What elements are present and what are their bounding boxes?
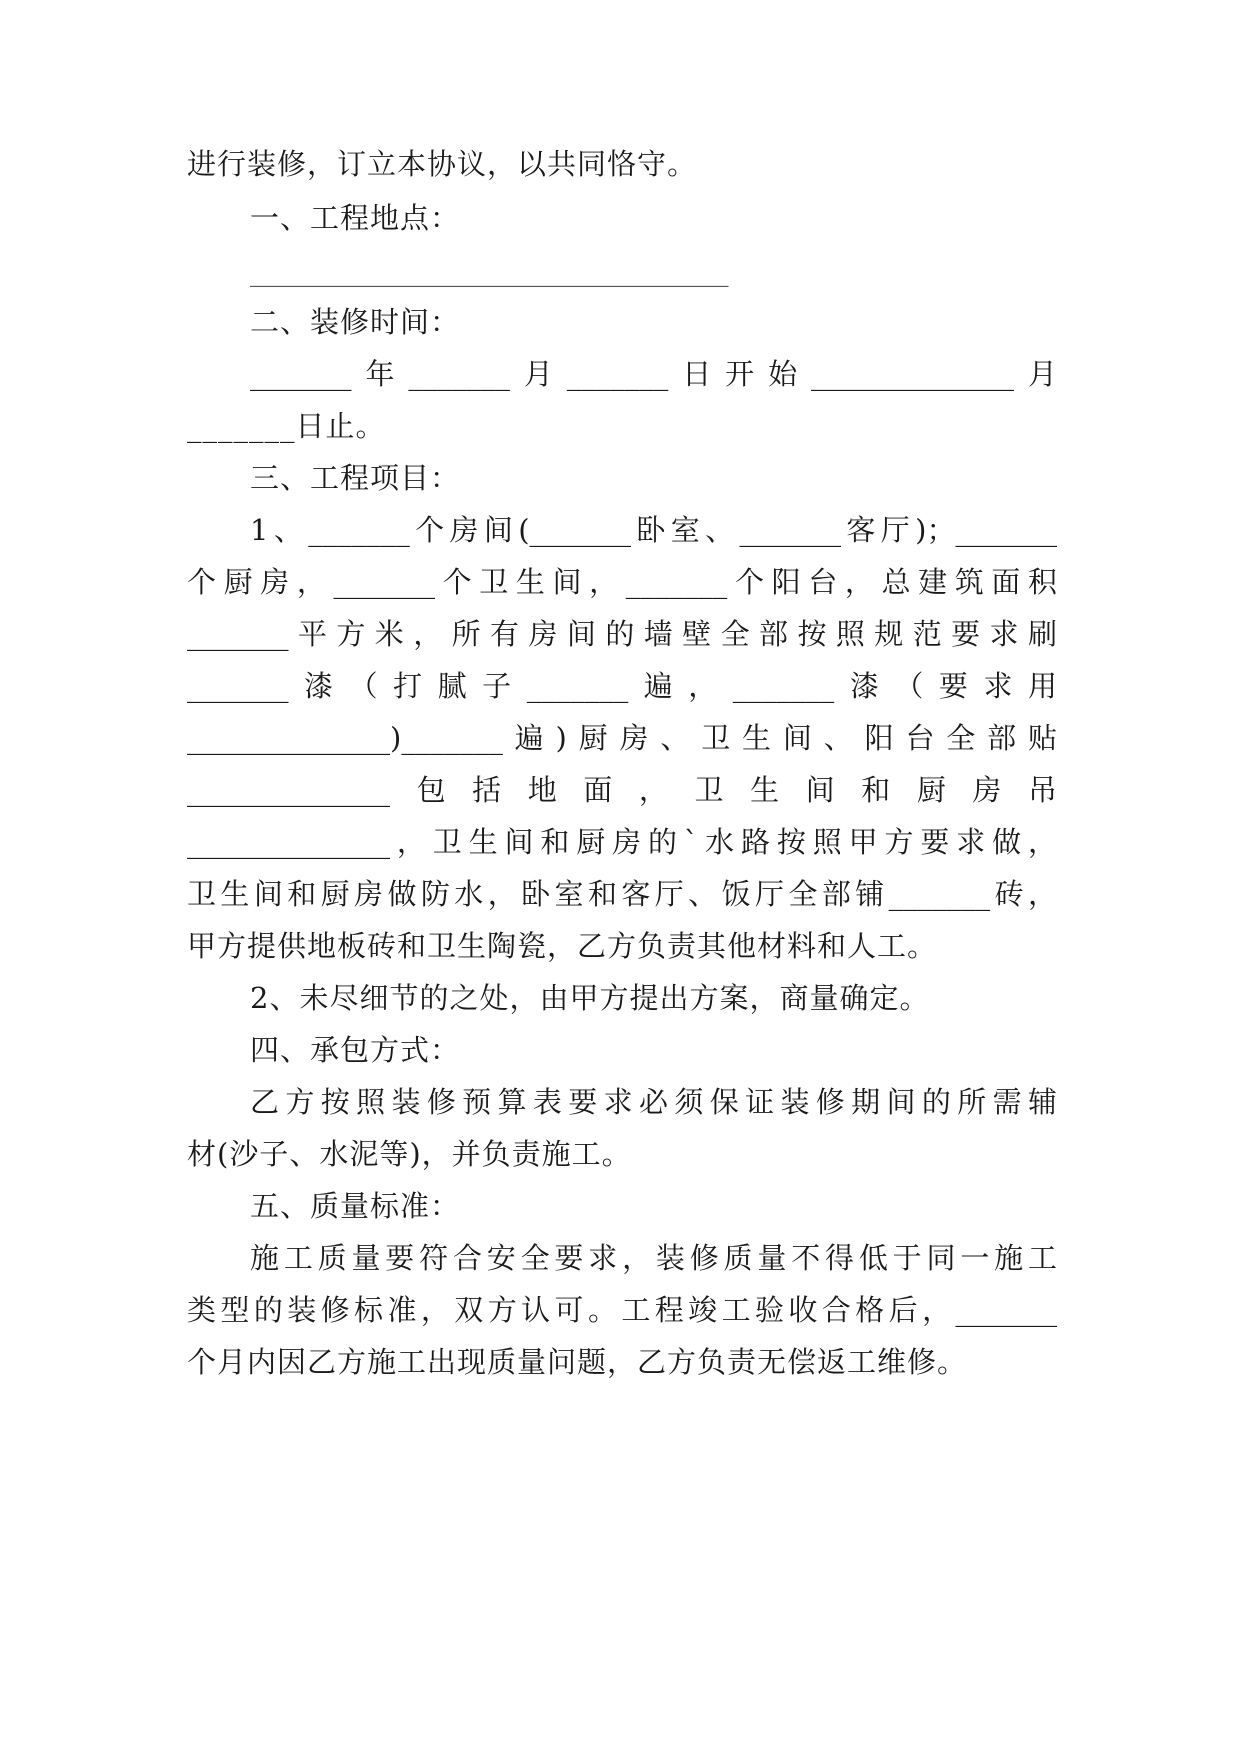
paragraph-line: _______漆（打腻子_______遍，_______漆（要求用: [187, 669, 1057, 703]
paragraph-line: _______平方米，所有房间的墙壁全部按照规范要求刷: [187, 617, 1057, 651]
paragraph-line: 进行装修，订立本协议，以共同恪守。: [187, 147, 698, 181]
section-heading-location: 一、工程地点：: [250, 201, 461, 235]
paragraph-line: ______________包括地面，卫生间和厨房吊: [187, 773, 1057, 807]
section-heading-quality: 五、质量标准：: [250, 1189, 461, 1223]
paragraph-line: 卫生间和厨房做防水，卧室和客厅、饭厅全部铺_______砖，: [187, 877, 1057, 911]
paragraph-line: _______年_______月_______日开始______________月: [250, 357, 1057, 391]
paragraph-line: 甲方提供地板砖和卫生陶瓷，乙方负责其他材料和人工。: [187, 929, 938, 963]
paragraph-line: ______________)_______遍)厨房、卫生间、阳台全部贴: [187, 721, 1057, 755]
section-heading-items: 三、工程项目：: [250, 461, 461, 495]
paragraph-line: ______________，卫生间和厨房的`水路按照甲方要求做，: [187, 825, 1057, 859]
section-heading-contract-mode: 四、承包方式：: [250, 1033, 461, 1067]
paragraph-line: 类型的装修标准，双方认可。工程竣工验收合格后，_______: [187, 1293, 1057, 1327]
paragraph-line: 1、_______个房间(_______卧室、_______客厅)；_______: [250, 513, 1057, 547]
paragraph-line: 乙方按照装修预算表要求必须保证装修期间的所需辅: [250, 1085, 1057, 1119]
section-heading-time: 二、装修时间：: [250, 305, 461, 339]
paragraph-line: 个厨房，_______个卫生间，_______个阳台，总建筑面积: [187, 565, 1057, 599]
blank-fill-line: _________________________________: [250, 253, 729, 287]
paragraph-line: 材(沙子、水泥等)，并负责施工。: [187, 1137, 632, 1171]
paragraph-line: 施工质量要符合安全要求，装修质量不得低于同一施工: [250, 1241, 1057, 1275]
paragraph-line: 个月内因乙方施工出现质量问题，乙方负责无偿返工维修。: [187, 1345, 968, 1379]
paragraph-line: 2、未尽细节的之处，由甲方提出方案，商量确定。: [250, 981, 930, 1015]
paragraph-line: _______日止。: [187, 409, 386, 443]
